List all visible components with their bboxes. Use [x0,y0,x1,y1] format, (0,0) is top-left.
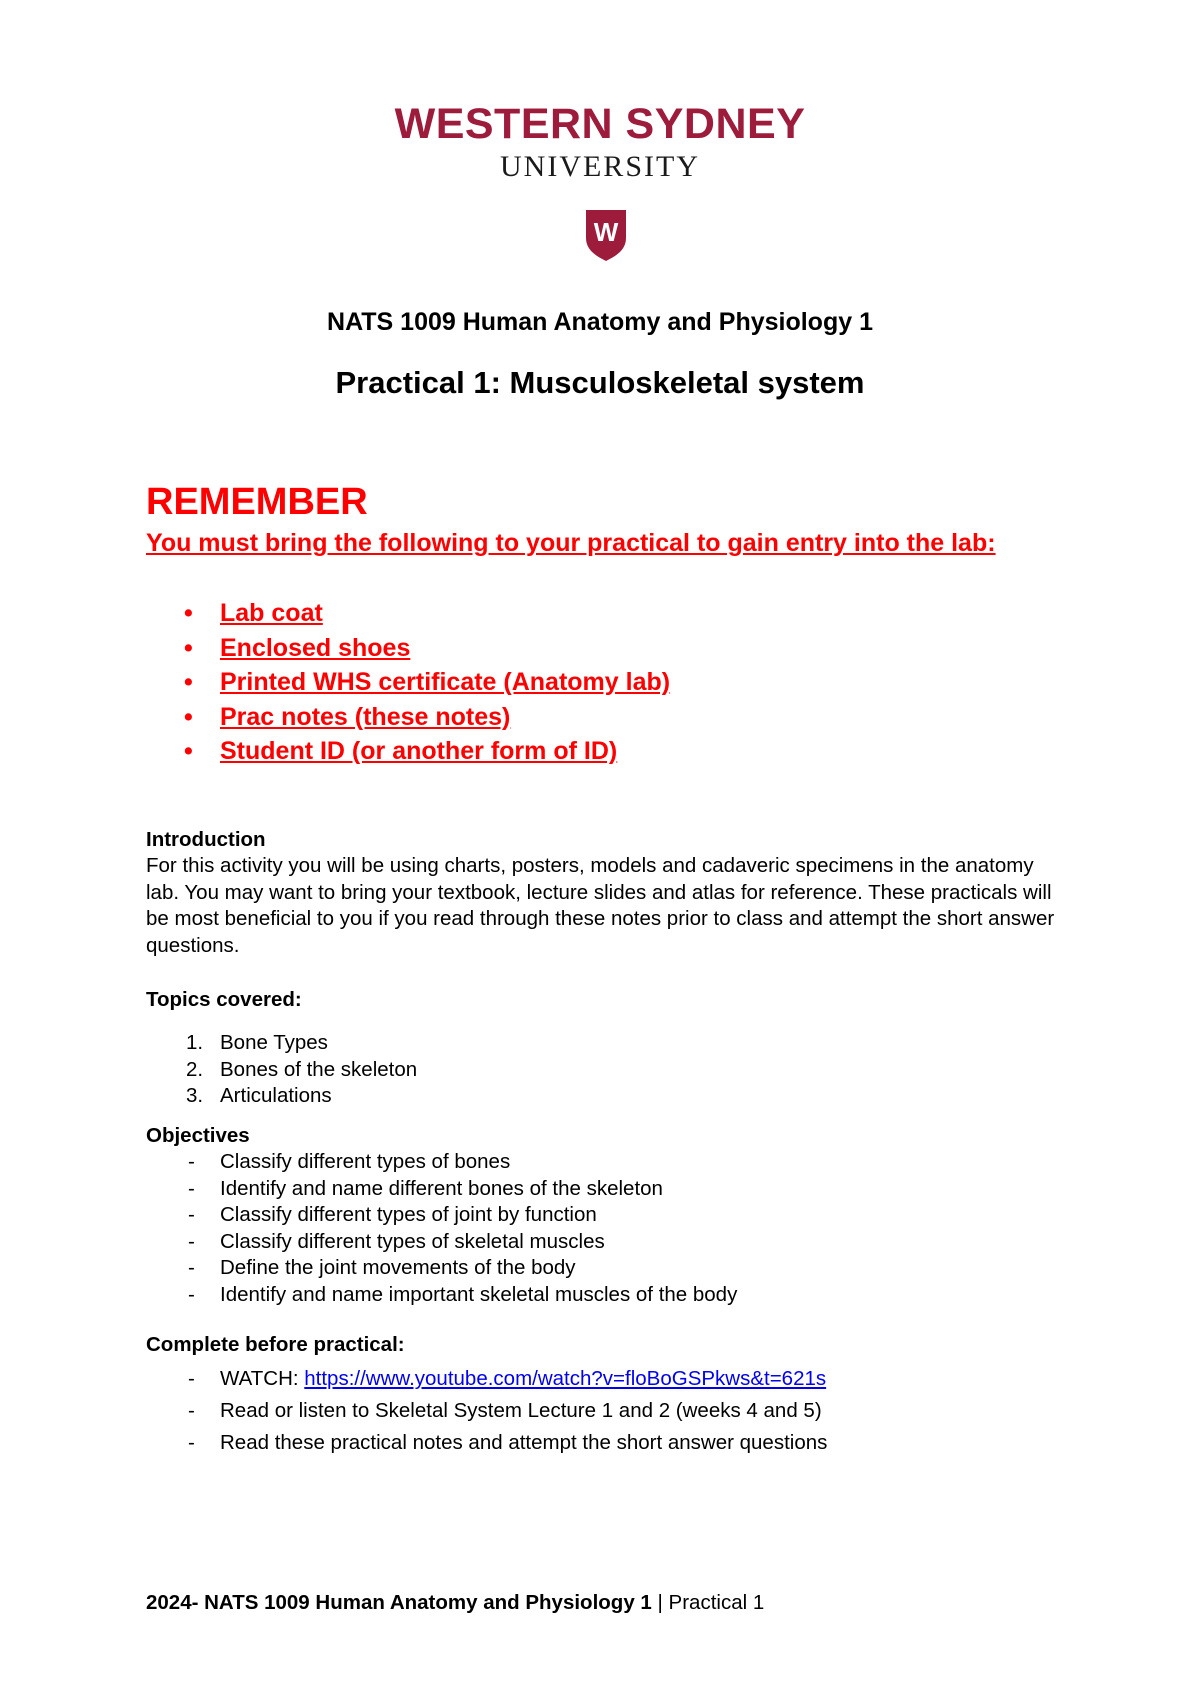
objective-item: - Classify different types of skeletal muscles [188,1229,605,1253]
bullet-icon: • [184,633,193,662]
objective-item: - Identify and name important skeletal muscles of the body [188,1282,738,1306]
topics-list [146,1030,417,1110]
objectives-list [146,1149,737,1308]
bullet-icon: • [184,737,193,765]
page-footer [146,1590,764,1616]
before-practical-item: - Read these practical notes and attempt the short answer questions [188,1431,828,1454]
requirement-item: • Prac notes (these notes) [146,700,670,735]
objective-item: - Identify and name different bones of the skeleton [188,1176,663,1200]
bullet-icon: • [184,702,193,731]
objective-item: - Define the joint movements of the body [188,1256,576,1279]
shield-letter: W [593,217,619,247]
youtube-link[interactable]: https://www.youtube.com/watch?v=floBoGSPkws&t=621s [304,1367,827,1390]
requirement-item: • Printed WHS certificate (Anatomy lab) [146,665,670,700]
footer-practical: Practical 1 [668,1591,765,1614]
bullet-icon: • [184,599,193,627]
topics-heading: Topics covered: [146,988,302,1011]
footer-separator: | [651,1591,669,1614]
topic-item: 3. Articulations [186,1084,332,1107]
watch-item: - WATCH: https://www.youtube.com/watch?v=floBoGSPkws&t=621s [188,1367,827,1390]
course-title: NATS 1009 Human Anatomy and Physiology 1 [327,308,873,336]
before-practical-list [146,1363,827,1459]
watch-label: WATCH: [220,1367,305,1390]
requirement-item: • Enclosed shoes [146,631,670,666]
footer-course: 2024- NATS 1009 Human Anatomy and Physiology 1 [146,1591,652,1614]
requirement-item: • Student ID (or another form of ID) [146,734,670,769]
practical-title: Practical 1: Musculoskeletal system [335,365,865,400]
requirements-list [146,596,670,769]
before-practical-heading: Complete before practical: [146,1333,405,1356]
topic-item: 1. Bone Types [186,1031,328,1054]
introduction-text: For this activity you will be using charts, posters, models and cadaveric specimens in the anatomy lab. You may want to bring your textbook, lecture slides and atlas for reference. These practicals will be most beneficial to you if you read through these notes prior to class and attempt the short answer questions. [146,854,1055,957]
logo-line-2: UNIVERSITY [500,150,700,183]
remember-instruction: You must bring the following to your practical to gain entry into the lab: [146,529,996,557]
objectives-heading: Objectives [146,1124,250,1147]
objective-item: - Classify different types of joint by function [188,1203,597,1226]
university-shield-icon [584,208,628,262]
logo-line-1: WESTERN SYDNEY [394,100,806,148]
bullet-icon: • [184,668,193,696]
topic-item: 2. Bones of the skeleton [186,1057,418,1081]
introduction-heading: Introduction [146,828,266,851]
requirement-item: • Lab coat [146,596,670,631]
before-practical-item: - Read or listen to Skeletal System Lecture 1 and 2 (weeks 4 and 5) [188,1399,822,1422]
remember-heading: REMEMBER [146,481,368,523]
objective-item: - Classify different types of bones [188,1150,511,1173]
university-logo [0,100,1200,184]
